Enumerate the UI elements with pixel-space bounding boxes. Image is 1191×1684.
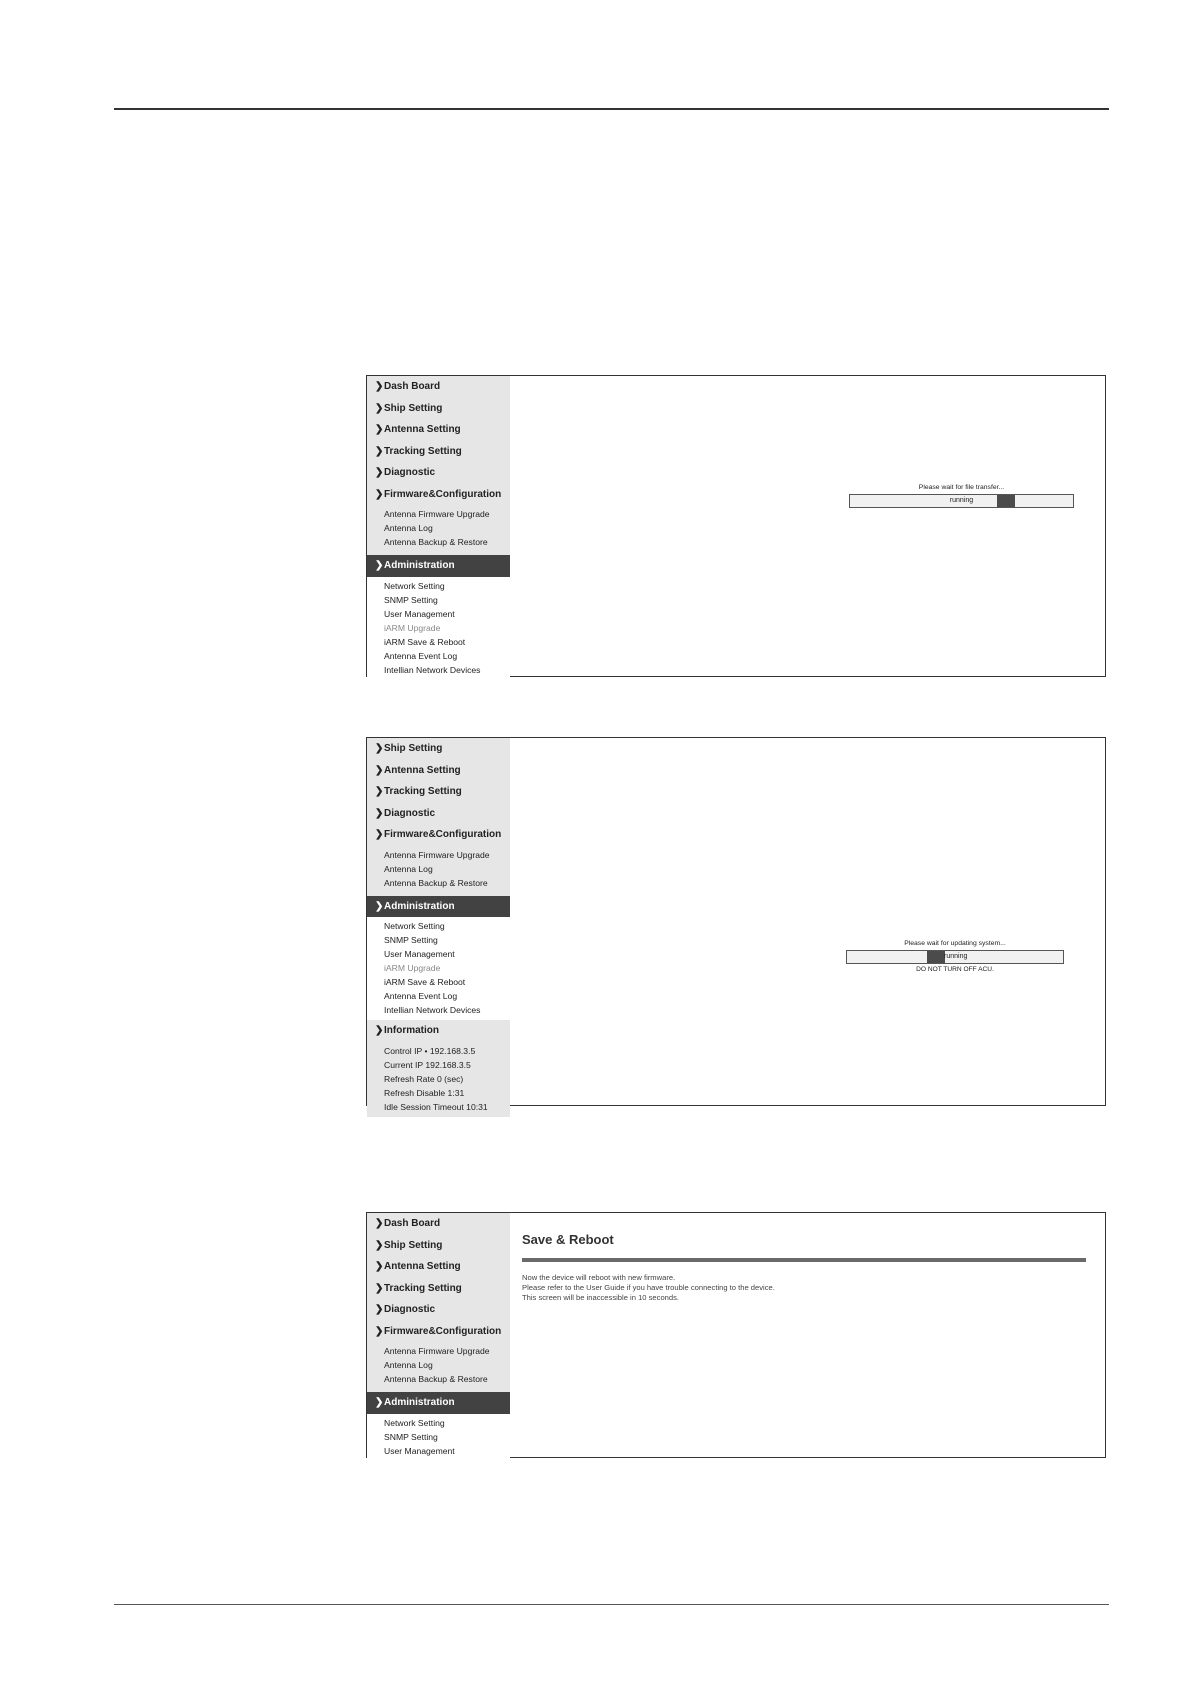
nav-antenna-setting[interactable] [367, 419, 510, 441]
administration-submenu [367, 1414, 510, 1461]
power-warning: DO NOT TURN OFF ACU. [916, 966, 994, 973]
chevron-right-icon: ❯ [375, 1239, 384, 1251]
firmware-submenu [367, 846, 510, 893]
sidebar [367, 738, 510, 1113]
nav-label: Administration [384, 1397, 455, 1408]
chevron-right-icon: ❯ [375, 1325, 384, 1337]
chevron-right-icon: ❯ [375, 764, 384, 776]
sub-iarm-upgrade[interactable]: iARM Upgrade [384, 963, 441, 973]
sub-antenna-backup-restore[interactable]: Antenna Backup & Restore [384, 877, 488, 888]
firmware-submenu [367, 1342, 510, 1389]
screenshot-updating-system [366, 737, 1106, 1113]
chevron-right-icon: ❯ [375, 445, 384, 457]
chevron-right-icon: ❯ [375, 900, 384, 912]
sub-iarm-save-reboot[interactable]: iARM Save & Reboot [384, 636, 466, 647]
sub-network-setting[interactable]: Network Setting [384, 1417, 445, 1428]
nav-ship-setting[interactable] [367, 738, 510, 760]
nav-dash-board[interactable] [367, 1213, 510, 1235]
chevron-right-icon: ❯ [375, 1304, 384, 1315]
sub-antenna-backup-restore[interactable]: Antenna Backup & Restore [384, 537, 488, 547]
chevron-right-icon: ❯ [375, 424, 384, 435]
sub-intellian-network-devices[interactable]: Intellian Network Devices [384, 664, 481, 675]
chevron-right-icon: ❯ [375, 1218, 384, 1229]
sub-snmp-setting[interactable]: SNMP Setting [384, 594, 438, 605]
nav-firmware-configuration[interactable] [367, 1321, 510, 1343]
nav-tracking-setting[interactable] [367, 441, 510, 463]
chevron-right-icon: ❯ [375, 743, 384, 754]
sidebar [367, 1213, 510, 1457]
sub-antenna-log[interactable]: Antenna Log [384, 1360, 433, 1370]
sub-antenna-firmware-upgrade[interactable]: Antenna Firmware Upgrade [384, 509, 490, 519]
nav-tracking-setting[interactable] [367, 1278, 510, 1300]
sub-antenna-firmware-upgrade[interactable]: Antenna Firmware Upgrade [384, 849, 490, 860]
chevron-right-icon: ❯ [375, 560, 384, 571]
nav-label: Antenna Setting [384, 1261, 461, 1272]
nav-tracking-setting[interactable] [367, 781, 510, 803]
sub-antenna-event-log[interactable]: Antenna Event Log [384, 991, 458, 1001]
nav-administration[interactable] [367, 1392, 510, 1414]
nav-diagnostic[interactable] [367, 462, 510, 484]
sub-iarm-upgrade[interactable]: iARM Upgrade [384, 622, 441, 633]
message-line: This screen will be inaccessible in 10 seconds. [522, 1293, 680, 1302]
message-line: Please refer to the User Guide if you have trouble connecting to the device. [522, 1283, 775, 1292]
nav-label: Antenna Setting [384, 424, 461, 435]
progress-bar [846, 950, 1064, 964]
sub-network-setting[interactable]: Network Setting [384, 580, 445, 591]
chevron-right-icon: ❯ [375, 467, 384, 478]
info-current-ip: Current IP 192.168.3.5 [384, 1059, 471, 1070]
nav-label: Antenna Setting [384, 764, 461, 776]
sub-intellian-network-devices[interactable]: Intellian Network Devices [384, 1005, 481, 1015]
chevron-right-icon: ❯ [375, 807, 384, 819]
sub-user-management[interactable]: User Management [384, 1445, 455, 1456]
nav-label: Firmware&Configuration [384, 1325, 502, 1337]
sub-antenna-backup-restore[interactable]: Antenna Backup & Restore [384, 1374, 488, 1384]
info-idle-session-timeout: Idle Session Timeout 10:31 [384, 1102, 488, 1113]
nav-label: Diagnostic [384, 467, 436, 478]
info-control-ip: Control IP • 192.168.3.5 [384, 1045, 476, 1056]
content-area [510, 1213, 1105, 1457]
update-progress [846, 940, 1064, 973]
header-rule [114, 108, 1109, 110]
firmware-submenu [367, 505, 510, 552]
sub-iarm-save-reboot[interactable]: iARM Save & Reboot [384, 977, 466, 987]
sub-antenna-log[interactable]: Antenna Log [384, 863, 433, 874]
footer-rule [114, 1604, 1109, 1605]
content-area [510, 376, 1105, 676]
progress-bar [849, 494, 1074, 508]
sub-antenna-log[interactable]: Antenna Log [384, 523, 433, 533]
nav-label: Tracking Setting [384, 786, 462, 797]
sub-snmp-setting[interactable]: SNMP Setting [384, 1431, 438, 1442]
nav-antenna-setting[interactable] [367, 760, 510, 782]
nav-label: Firmware&Configuration [384, 488, 502, 500]
information-panel [367, 1042, 510, 1118]
chevron-right-icon: ❯ [375, 786, 384, 797]
nav-label: Ship Setting [384, 402, 443, 414]
nav-label: Ship Setting [384, 1239, 443, 1251]
info-refresh-disable: Refresh Disable 1:31 [384, 1088, 465, 1099]
sub-user-management[interactable]: User Management [384, 949, 455, 959]
administration-submenu [367, 917, 510, 1020]
progress-indicator [927, 951, 945, 963]
nav-label: Dash Board [384, 1218, 441, 1229]
screenshot-file-transfer [366, 375, 1106, 677]
title-divider [522, 1258, 1086, 1262]
nav-label: Administration [384, 900, 455, 912]
nav-administration[interactable] [367, 555, 510, 577]
chevron-right-icon: ❯ [375, 381, 384, 392]
nav-diagnostic[interactable] [367, 803, 510, 825]
nav-label: Information [384, 1025, 439, 1036]
chevron-right-icon: ❯ [375, 1282, 384, 1294]
administration-submenu [367, 577, 510, 680]
wait-message: Please wait for file transfer... [918, 484, 1005, 491]
chevron-right-icon: ❯ [375, 1025, 384, 1036]
info-refresh-rate: Refresh Rate 0 (sec) [384, 1073, 464, 1084]
reboot-message [522, 1273, 775, 1303]
nav-label: Diagnostic [384, 807, 436, 819]
nav-dash-board[interactable] [367, 376, 510, 398]
nav-antenna-setting[interactable] [367, 1256, 510, 1278]
nav-firmware-configuration[interactable] [367, 824, 510, 846]
nav-label: Diagnostic [384, 1304, 436, 1315]
chevron-right-icon: ❯ [375, 488, 384, 500]
page-title: Save & Reboot [522, 1232, 614, 1247]
sub-antenna-firmware-upgrade[interactable]: Antenna Firmware Upgrade [384, 1346, 490, 1356]
message-line: Now the device will reboot with new firmware. [522, 1273, 676, 1282]
sub-antenna-event-log[interactable]: Antenna Event Log [384, 650, 458, 661]
content-area [510, 738, 1105, 1105]
chevron-right-icon: ❯ [375, 1397, 384, 1408]
sub-network-setting[interactable]: Network Setting [384, 921, 445, 931]
chevron-right-icon: ❯ [375, 402, 384, 414]
file-transfer-progress [849, 484, 1074, 508]
nav-ship-setting[interactable] [367, 1235, 510, 1257]
nav-diagnostic[interactable] [367, 1299, 510, 1321]
nav-label: Ship Setting [384, 743, 443, 754]
nav-firmware-configuration[interactable] [367, 484, 510, 506]
chevron-right-icon: ❯ [375, 1261, 384, 1272]
nav-label: Tracking Setting [384, 1282, 462, 1294]
chevron-right-icon: ❯ [375, 829, 384, 840]
nav-label: Administration [384, 560, 455, 571]
sub-snmp-setting[interactable]: SNMP Setting [384, 935, 438, 945]
nav-label: Firmware&Configuration [384, 829, 502, 840]
screenshot-save-reboot [366, 1212, 1106, 1458]
nav-label: Dash Board [384, 381, 441, 392]
progress-status: running [949, 497, 974, 504]
nav-administration[interactable] [367, 896, 510, 918]
sidebar [367, 376, 510, 676]
nav-information[interactable] [367, 1020, 510, 1042]
nav-ship-setting[interactable] [367, 398, 510, 420]
nav-label: Tracking Setting [384, 445, 462, 457]
progress-status: running [944, 953, 968, 960]
wait-message: Please wait for updating system... [904, 940, 1006, 947]
sub-user-management[interactable]: User Management [384, 608, 455, 619]
